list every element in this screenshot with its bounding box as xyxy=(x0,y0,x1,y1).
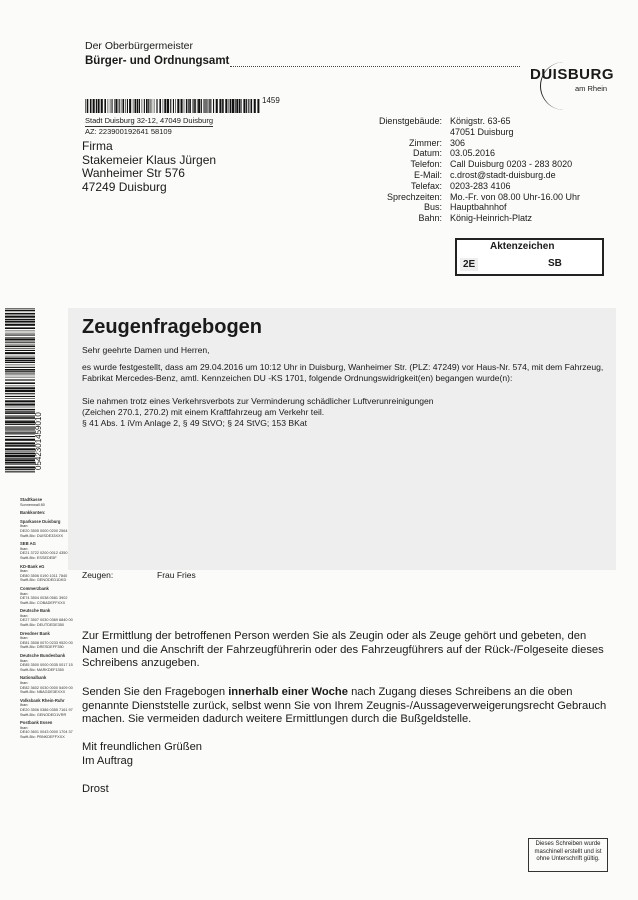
aktenzeichen-label: Aktenzeichen xyxy=(490,241,555,252)
bank-line: DE74 3504 0038 0581 3902 xyxy=(20,596,68,601)
info-row: 47051 Duisburg xyxy=(450,126,514,137)
bank-name: Dresdner Bank xyxy=(20,630,50,636)
signature-name: Drost xyxy=(82,783,109,795)
bank-line: DE82 3602 0030 0000 5409 00 xyxy=(20,685,73,690)
bank-line: Swift-Bic: COBADEFFXXX xyxy=(20,600,66,605)
bank-line: Iban: xyxy=(20,569,29,574)
bank-entry xyxy=(20,699,80,717)
header-authority: Der Oberbürgermeister xyxy=(85,40,193,52)
closing-on-behalf: Im Auftrag xyxy=(82,755,133,767)
recipient-line: Wanheimer Str 576 xyxy=(82,166,185,180)
bank-line: Swift-Bic: GENODED1DKD xyxy=(20,578,67,583)
bank-name: Nationalbank xyxy=(20,675,47,681)
bank-name: Postbank Essen xyxy=(20,720,53,726)
bank-line: Iban: xyxy=(20,524,29,529)
bank-line: DE40 3601 0043 0000 1704 37 xyxy=(20,730,73,735)
info-row: Telefon: Call Duisburg 0203 - 283 8020 xyxy=(410,159,573,170)
bank-name: Stadtkasse xyxy=(20,497,43,502)
witness-name: Frau Fries xyxy=(157,570,196,580)
bank-line: Iban: xyxy=(20,546,29,551)
info-row: Sprechzeiten: Mo.-Fr. von 08.00 Uhr-16.00 Uhr xyxy=(386,191,581,202)
bank-name: Commerzbank xyxy=(20,585,49,591)
bank-line: Swift-Bic: GENODED1VRR xyxy=(20,712,67,717)
bank-line: Iban: xyxy=(20,658,29,663)
info-row: Telefax: 0203-283 4106 xyxy=(410,180,511,191)
bank-name: SEB AG xyxy=(20,541,36,547)
aktenzeichen-suffix: SB xyxy=(548,258,562,269)
form-paragraph: es wurde festgestellt, dass am 29.04.2016 um 10:12 Uhr in Duisburg, Wanheimer Str. (PLZ: 47249) vor Haus-Nr. 574, mit dem Fahrzeug, Fabrikat Mercedes-Benz, amtl. Kennzeichen DU -KS 1701, folgende Ordnungswidrigkeit(en) begangen wurde(n): xyxy=(82,362,604,383)
bank-line: DE80 3506 0190 1011 7840 xyxy=(20,573,68,578)
bank-line: Iban: xyxy=(20,636,29,641)
info-row: Datum: 03.05.2016 xyxy=(412,148,496,159)
recipient-address xyxy=(82,140,216,194)
closing-greeting: Mit freundlichen Grüßen xyxy=(82,741,203,753)
bank-entry xyxy=(20,676,80,694)
body-paragraph-1: Zur Ermittlung der betroffenen Person werden Sie als Zeugin oder als Zeuge gehört und gebeten, den Namen und die Anschrift der Fahrzeugführerin oder des Fahrzeugführers auf der Rück-/Folgeseite dieses Schreibens anzugeben. xyxy=(82,630,604,670)
offense-line: (Zeichen 270.1, 270.2) mit einem Kraftfahrzeug am Verkehr teil. xyxy=(82,407,325,417)
duisburg-logo-sub: am Rhein xyxy=(575,84,608,93)
offense-legal: § 41 Abs. 1 iVm Anlage 2, § 49 StVO; § 24 StVG; 153 BKat xyxy=(82,418,308,428)
info-row: Dienstgebäude: Königstr. 63-65 xyxy=(378,116,511,126)
bank-line: Swift-Bic: ESSEDE5F xyxy=(20,555,57,560)
barcode-top xyxy=(85,99,260,113)
machine-generated-note: Dieses Schreiben wurde maschinell erstellt und ist ohne Unterschrift gültig. xyxy=(528,838,608,872)
duisburg-logo: DUISBURG xyxy=(530,66,615,83)
bank-line: Swift-Bic: NBAGDE3EXXX xyxy=(20,690,66,695)
bank-line: Iban: xyxy=(20,613,29,618)
bank-line: Swift-Bic: MARKDEF1350 xyxy=(20,667,64,672)
sender-line xyxy=(85,116,213,136)
barcode-number: 1459 xyxy=(262,96,280,105)
form-salutation: Sehr geehrte Damen und Herren, xyxy=(82,345,210,355)
contact-info-block xyxy=(330,116,580,224)
bank-name: Sparkasse Duisburg xyxy=(20,518,61,524)
bank-line: DE27 3507 0030 0369 6840 00 xyxy=(20,618,73,623)
offense-line: Sie nahmen trotz eines Verkehrsverbots zur Verminderung schädlicher Luftverunreinigungen xyxy=(82,396,434,406)
bank-line: Swift-Bic: DUISDE33XXX xyxy=(20,533,64,538)
bank-line: Iban: xyxy=(20,725,29,730)
bank-line: Swift-Bic: DEUTDEDE350 xyxy=(20,623,65,628)
info-row: Bahn: König-Heinrich-Platz xyxy=(418,213,533,224)
bank-line: Iban: xyxy=(20,591,29,596)
header-department: Bürger- und Ordnungsamt xyxy=(85,55,230,67)
bank-line: Iban: xyxy=(20,703,29,708)
bank-line: DE20 3506 0386 0355 7161 97 xyxy=(20,707,73,712)
bank-entry xyxy=(20,632,80,650)
bank-line: Swift-Bic: PBNKDEFFXXX xyxy=(20,734,65,739)
form-title: Zeugenfragebogen xyxy=(82,316,263,338)
sender-az: AZ: 223900192641 58109 xyxy=(85,126,172,136)
bank-name: Volksbank Rhein-Ruhr xyxy=(20,697,65,703)
aktenzeichen-value: 2E xyxy=(460,258,478,271)
info-row: Bus: Hauptbahnhof xyxy=(423,202,507,213)
info-row: E-Mail: c.drost@stadt-duisburg.de xyxy=(413,169,556,180)
bank-line: DE81 3508 0070 0233 9520 00 xyxy=(20,640,73,645)
bank-entry xyxy=(20,721,80,739)
witness-label: Zeugen: xyxy=(82,570,114,580)
bank-line: DE21 3722 0200 0012 4350 xyxy=(20,551,68,556)
sender-address: Stadt Duisburg 32-12, 47049 Duisburg xyxy=(85,116,213,125)
deadline-emphasis: innerhalb einer Woche xyxy=(228,686,348,698)
recipient-line: Firma xyxy=(82,139,113,153)
bank-line: Sonnenwall 80 xyxy=(20,502,45,507)
recipient-line: Stakemeier Klaus Jürgen xyxy=(82,152,217,167)
bank-name: KD-Bank eG xyxy=(20,563,45,569)
bank-entry xyxy=(20,609,80,627)
bank-name: Deutsche Bank xyxy=(20,608,51,614)
info-row: Zimmer: 306 xyxy=(409,137,466,148)
bank-entry xyxy=(20,654,80,672)
body-paragraph-2: Senden Sie den Fragebogen innerhalb einer Woche nach Zugang dieses Schreibens an die oben genannte Dienststelle zurück, selbst wenn Sie von Ihrem Zeugnis-/Aussageverweigerungsrecht Gebrauch machen. Sie vermeiden dadurch weitere Ermittlungen durch die Bußgeldstelle. xyxy=(82,686,607,726)
sidebar-barcode-number: 0542301459010 xyxy=(34,412,43,470)
bank-name: Bankkonten: xyxy=(20,510,46,516)
bank-name: Deutsche Bundesbank xyxy=(20,653,66,659)
bank-line: DE20 3505 0000 0200 2564 xyxy=(20,528,68,533)
bank-line: Iban: xyxy=(20,681,29,685)
bank-entry xyxy=(20,587,80,605)
header-dotted-line xyxy=(230,66,520,67)
bank-line: DE85 3500 0000 0035 0017 15 xyxy=(20,663,73,668)
recipient-line: 47249 Duisburg xyxy=(82,179,167,194)
bank-line: Swift-Bic: DRESDEFF350 xyxy=(20,645,64,650)
